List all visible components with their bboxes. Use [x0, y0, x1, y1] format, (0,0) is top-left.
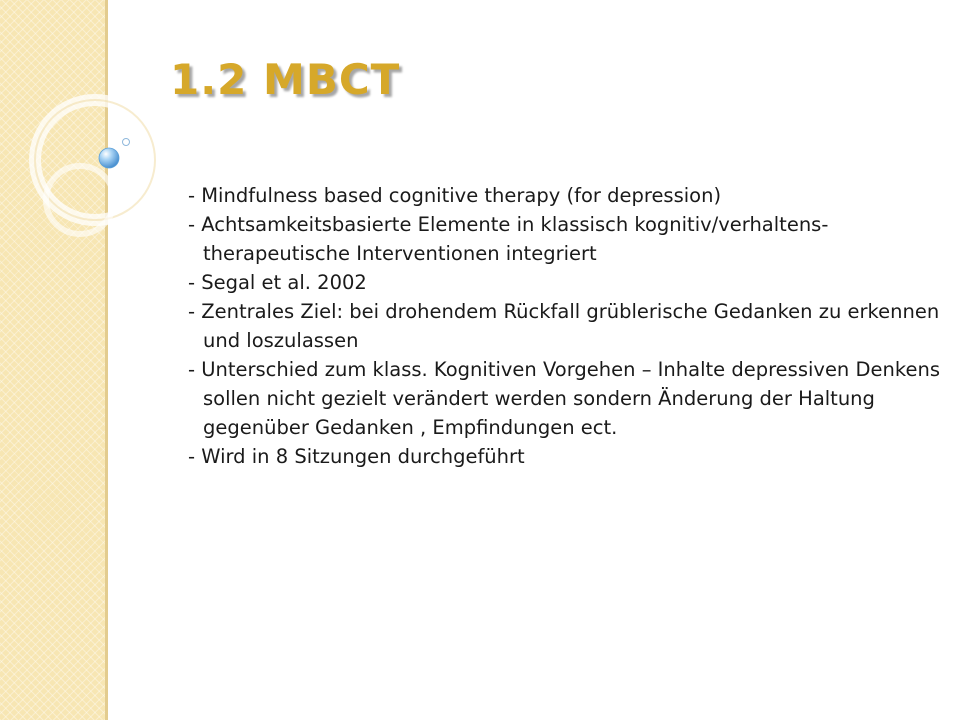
list-line: - Segal et al. 2002 — [188, 271, 367, 294]
content-list — [188, 181, 948, 471]
list-line: - Wird in 8 Sitzungen durchgeführt — [188, 445, 525, 468]
list-line: - Unterschied zum klass. Kognitiven Vorgehen – Inhalte depressiven Denkens — [188, 358, 940, 381]
blue-ball — [99, 148, 119, 168]
list-line: - Zentrales Ziel: bei drohendem Rückfall grüblerische Gedanken zu erkennen — [188, 300, 940, 323]
list-line: - Achtsamkeitsbasierte Elemente in klassisch kognitiv/verhaltens- — [188, 213, 829, 236]
list-line-continuation: gegenüber Gedanken , Empfindungen ect. — [203, 416, 618, 439]
list-line-continuation: sollen nicht gezielt verändert werden sondern Änderung der Haltung — [203, 387, 875, 410]
slide-title: 1.2 MBCT — [170, 55, 401, 104]
small-dot — [123, 139, 130, 146]
decorative-rings — [0, 0, 200, 320]
list-line-continuation: und loszulassen — [203, 329, 359, 352]
list-line-continuation: therapeutische Interventionen integriert — [203, 242, 597, 265]
large-ring-inner — [35, 100, 155, 220]
list-line: - Mindfulness based cognitive therapy (for depression) — [188, 184, 722, 207]
